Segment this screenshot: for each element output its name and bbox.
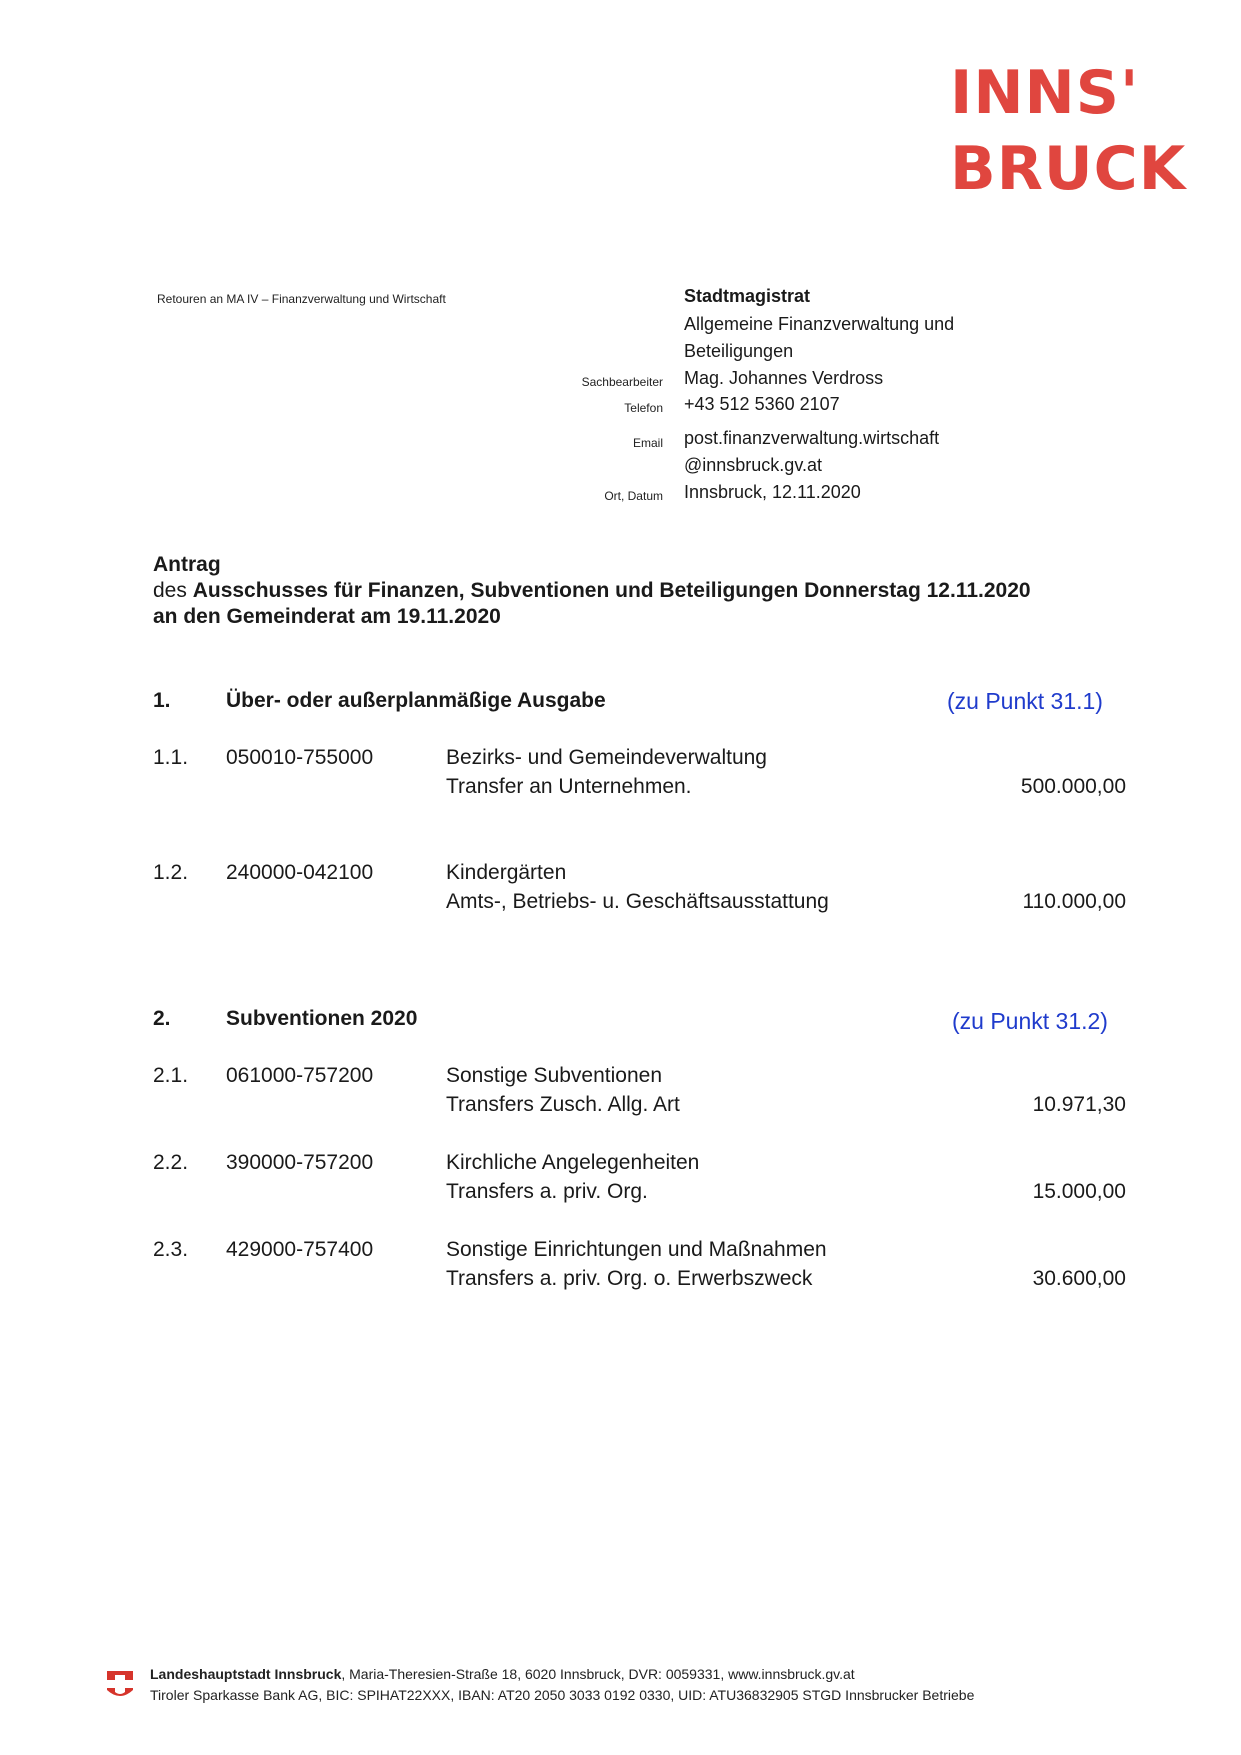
footer-line1 bbox=[150, 1664, 974, 1685]
phone-value: +43 512 5360 2107 bbox=[684, 394, 840, 414]
item-2-2-no: 2.2. bbox=[153, 1151, 189, 1174]
item-2-3-account: 429000-757400 bbox=[226, 1238, 374, 1261]
clerk-name: Mag. Johannes Verdross bbox=[684, 368, 884, 388]
item-1-2-line2: Amts-, Betriebs- u. Geschäftsausstattung bbox=[446, 890, 829, 913]
item-1-1-line1: Bezirks- und Gemeindeverwaltung bbox=[446, 746, 767, 769]
item-2-1-amount: 10.971,30 bbox=[1032, 1093, 1126, 1116]
footer bbox=[150, 1664, 974, 1706]
org-title: Stadtmagistrat bbox=[684, 286, 811, 306]
section-1-title: Über- oder außerplanmäßige Ausgabe bbox=[226, 689, 606, 712]
item-2-2-account: 390000-757200 bbox=[226, 1151, 374, 1174]
email-line2: @innsbruck.gv.at bbox=[684, 455, 822, 475]
section-2-ref: (zu Punkt 31.2) bbox=[952, 1008, 1108, 1034]
email-line1: post.finanzverwaltung.wirtschaft bbox=[684, 428, 940, 448]
item-2-2-line1: Kirchliche Angelegenheiten bbox=[446, 1151, 700, 1174]
item-1-2-line1: Kindergärten bbox=[446, 861, 567, 884]
item-2-2-line2: Transfers a. priv. Org. bbox=[446, 1180, 648, 1203]
logo-line2: BRUCK bbox=[950, 134, 1187, 204]
antrag-line2-bold: Ausschusses für Finanzen, Subventionen und Beteiligungen Donnerstag 12.11.2020 bbox=[192, 579, 1031, 602]
item-2-2-amount: 15.000,00 bbox=[1032, 1180, 1126, 1203]
item-1-2-amount: 110.000,00 bbox=[1022, 890, 1126, 913]
antrag-title: Antrag bbox=[153, 553, 221, 576]
item-1-2-no: 1.2. bbox=[153, 861, 189, 884]
antrag-line3: an den Gemeinderat am 19.11.2020 bbox=[153, 605, 501, 628]
innsbruck-logo bbox=[950, 55, 1190, 207]
item-2-3-line1: Sonstige Einrichtungen und Maßnahmen bbox=[446, 1238, 827, 1261]
antrag-line2-prefix: des bbox=[153, 579, 193, 602]
phone-label: Telefon bbox=[624, 401, 663, 415]
logo-line1: INNS' bbox=[950, 58, 1140, 128]
clerk-label: Sachbearbeiter bbox=[581, 375, 663, 389]
email-label: Email bbox=[632, 436, 663, 450]
city-crest-icon bbox=[105, 1668, 135, 1709]
return-address: Retouren an MA IV – Finanzverwaltung und Wirtschaft bbox=[157, 292, 446, 306]
section-2-title: Subventionen 2020 bbox=[226, 1007, 418, 1030]
item-2-1-account: 061000-757200 bbox=[226, 1064, 374, 1087]
org-line3: Beteiligungen bbox=[684, 341, 794, 361]
antrag-line2 bbox=[153, 578, 1031, 604]
item-2-3-no: 2.3. bbox=[153, 1238, 189, 1261]
footer-org: Landeshauptstadt Innsbruck bbox=[150, 1666, 342, 1682]
org-line2: Allgemeine Finanzverwaltung und bbox=[684, 314, 955, 334]
item-1-2-account: 240000-042100 bbox=[226, 861, 374, 884]
place-date: Innsbruck, 12.11.2020 bbox=[684, 482, 861, 502]
section-1-ref: (zu Punkt 31.1) bbox=[947, 688, 1103, 714]
item-2-1-no: 2.1. bbox=[153, 1064, 189, 1087]
item-1-1-account: 050010-755000 bbox=[226, 746, 374, 769]
footer-line2: Tiroler Sparkasse Bank AG, BIC: SPIHAT22XXX, IBAN: AT20 2050 3033 0192 0330, UID: ATU36832905 STGD Innsbrucker Betriebe bbox=[150, 1687, 975, 1703]
item-2-1-line1: Sonstige Subventionen bbox=[446, 1064, 662, 1087]
item-2-3-amount: 30.600,00 bbox=[1032, 1267, 1126, 1290]
item-1-1-line2: Transfer an Unternehmen. bbox=[446, 775, 692, 798]
item-1-1-amount: 500.000,00 bbox=[1020, 775, 1126, 798]
item-2-3-line2: Transfers a. priv. Org. o. Erwerbszweck bbox=[446, 1267, 813, 1290]
section-1-number: 1. bbox=[153, 689, 171, 712]
item-1-1-no: 1.1. bbox=[153, 746, 189, 769]
footer-address: , Maria-Theresien-Straße 18, 6020 Innsbruck, DVR: 0059331, www.innsbruck.gv.at bbox=[341, 1666, 855, 1682]
item-2-1-line2: Transfers Zusch. Allg. Art bbox=[446, 1093, 680, 1116]
place-label: Ort, Datum bbox=[604, 489, 663, 503]
antrag-header bbox=[153, 552, 1031, 630]
section-2-number: 2. bbox=[153, 1007, 171, 1030]
